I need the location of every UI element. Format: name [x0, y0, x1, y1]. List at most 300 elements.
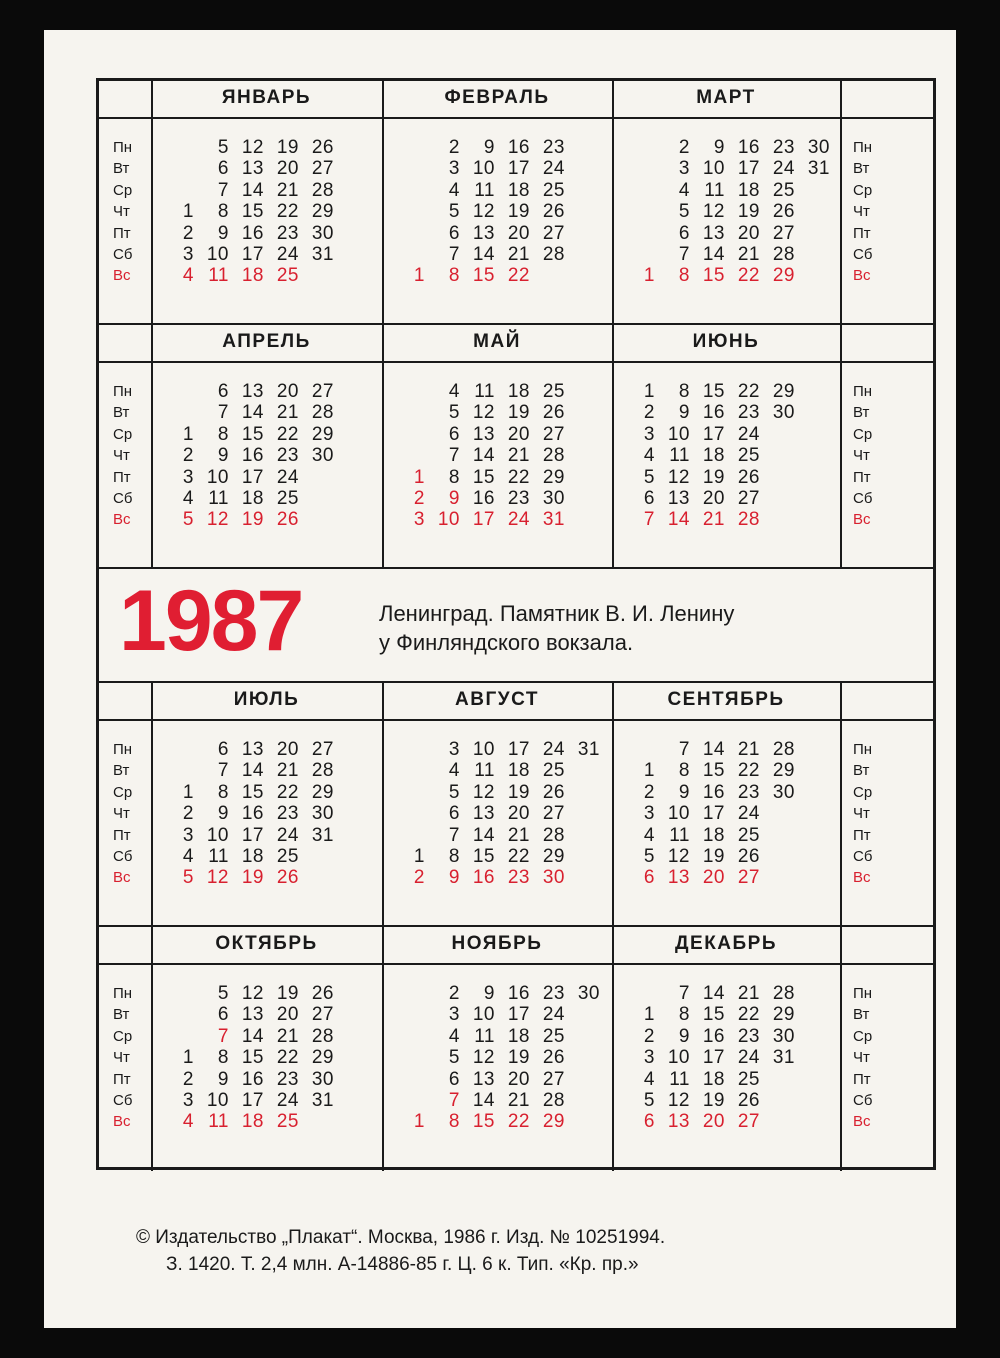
weekday-label: Вт — [113, 404, 130, 422]
weekday-row — [159, 782, 334, 803]
day-cell: 25 — [276, 265, 299, 287]
quarter-row — [99, 683, 933, 927]
day-cell: 22 — [737, 381, 760, 402]
day-cell: 10 — [472, 1004, 495, 1026]
day-cell: 24 — [542, 158, 565, 180]
caption-line-1: Ленинград. Памятник В. И. Ленину — [379, 601, 735, 626]
month-name: СЕНТЯБРЬ — [667, 689, 785, 710]
day-cell: 5 — [643, 466, 655, 488]
day-cell: 27 — [737, 1111, 760, 1133]
day-cell: 22 — [507, 846, 530, 868]
weekday-label: Чт — [113, 1049, 130, 1067]
weekday-row — [620, 381, 795, 402]
day-cell — [620, 180, 655, 201]
weekday-label: Вт — [853, 762, 870, 780]
day-cell: 16 — [241, 1068, 264, 1090]
quarter-row — [99, 325, 933, 569]
day-cell — [159, 760, 194, 781]
day-cell — [390, 201, 425, 222]
day-cell: 29 — [772, 760, 795, 782]
day-cell: 11 — [669, 824, 690, 846]
weekday-row — [390, 1047, 600, 1068]
day-cell: 21 — [702, 509, 725, 531]
column-divider — [151, 325, 153, 569]
day-cell: 10 — [206, 824, 229, 846]
weekday-row — [390, 825, 600, 846]
weekday-row — [620, 803, 795, 824]
weekday-row — [390, 509, 565, 530]
day-cell: 20 — [702, 488, 725, 510]
day-cell: 29 — [311, 201, 334, 223]
month-name: МАРТ — [696, 87, 756, 108]
day-cell: 8 — [217, 201, 229, 223]
day-cell: 25 — [737, 445, 760, 467]
day-cell: 23 — [737, 402, 760, 424]
day-cell: 7 — [448, 1090, 460, 1112]
day-cell: 13 — [241, 739, 264, 760]
weekday-label: Пт — [853, 224, 871, 242]
day-cell: 27 — [737, 488, 760, 510]
day-cell — [795, 244, 830, 265]
day-cell: 1 — [182, 423, 194, 445]
weekday-row — [620, 1047, 795, 1068]
column-divider — [151, 81, 153, 325]
day-cell: 11 — [474, 381, 495, 402]
month-days-table — [620, 983, 795, 1133]
day-cell: 14 — [472, 445, 495, 467]
day-cell: 19 — [737, 201, 760, 223]
day-cell: 24 — [507, 509, 530, 531]
weekday-row — [159, 488, 334, 509]
day-cell: 30 — [311, 445, 334, 467]
day-cell: 14 — [241, 1025, 264, 1047]
day-cell: 7 — [643, 509, 655, 531]
day-cell: 17 — [241, 1090, 264, 1112]
day-cell — [390, 803, 425, 824]
weekday-row — [390, 467, 565, 488]
day-cell: 30 — [542, 867, 565, 889]
day-cell: 20 — [276, 158, 299, 180]
column-divider — [151, 683, 153, 927]
day-cell: 11 — [208, 1111, 229, 1133]
day-cell: 22 — [276, 1047, 299, 1069]
day-cell: 26 — [542, 402, 565, 424]
weekday-row — [620, 244, 830, 265]
day-cell: 14 — [702, 983, 725, 1004]
weekday-label: Чт — [113, 203, 130, 221]
day-cell: 27 — [542, 423, 565, 445]
day-cell: 16 — [702, 1025, 725, 1047]
day-cell: 3 — [448, 739, 460, 760]
weekday-row — [620, 739, 795, 760]
day-cell: 7 — [678, 739, 690, 760]
day-cell: 10 — [472, 739, 495, 760]
day-cell: 24 — [276, 824, 299, 846]
day-cell: 20 — [276, 1004, 299, 1026]
day-cell — [390, 158, 425, 179]
day-cell: 12 — [667, 846, 690, 868]
month-name: ИЮНЬ — [692, 331, 760, 352]
day-cell: 28 — [737, 509, 760, 531]
day-cell: 24 — [276, 244, 299, 266]
column-divider — [382, 81, 384, 325]
weekday-label: Пн — [853, 139, 873, 156]
day-cell — [565, 782, 600, 803]
day-cell — [620, 223, 655, 244]
weekday-row — [620, 445, 795, 466]
day-cell: 12 — [472, 781, 495, 803]
weekday-label: Чт — [113, 805, 130, 823]
day-cell: 28 — [311, 1025, 334, 1047]
day-cell — [299, 488, 334, 509]
weekday-label: Вс — [113, 1113, 131, 1131]
day-cell: 21 — [276, 402, 299, 424]
day-cell: 9 — [217, 1068, 229, 1090]
day-cell: 18 — [507, 760, 530, 782]
day-cell: 24 — [737, 803, 760, 825]
day-cell: 3 — [182, 466, 194, 488]
month-name: ИЮЛЬ — [233, 689, 300, 710]
day-cell: 8 — [678, 381, 690, 402]
day-cell: 25 — [772, 179, 795, 201]
day-cell: 5 — [448, 402, 460, 424]
day-cell: 27 — [542, 1068, 565, 1090]
column-divider — [382, 927, 384, 1171]
weekday-labels-right — [853, 739, 872, 889]
day-cell: 4 — [182, 846, 194, 868]
day-cell: 17 — [702, 1047, 725, 1069]
weekday-label: Пн — [113, 139, 133, 156]
day-cell: 2 — [182, 803, 194, 825]
day-cell: 7 — [678, 244, 690, 266]
day-cell: 9 — [713, 137, 725, 158]
day-cell: 1 — [643, 1004, 655, 1026]
day-cell: 23 — [276, 1068, 299, 1090]
weekday-labels-right — [853, 983, 872, 1133]
day-cell: 19 — [276, 137, 299, 158]
header-divider — [99, 719, 933, 721]
day-cell: 6 — [448, 1068, 460, 1090]
day-cell: 7 — [217, 760, 229, 782]
day-cell: 1 — [643, 381, 655, 402]
day-cell: 19 — [241, 509, 264, 531]
calendar-card — [44, 30, 956, 1328]
day-cell: 30 — [577, 983, 600, 1004]
imprint-line-2: З. 1420. Т. 2,4 млн. А-14886-85 г. Ц. 6 к. Тип. «Кр. пр.» — [166, 1254, 639, 1275]
day-cell: 27 — [311, 739, 334, 760]
weekday-row — [620, 825, 795, 846]
day-cell: 12 — [472, 1047, 495, 1069]
month-name: МАЙ — [473, 331, 521, 352]
day-cell: 14 — [241, 179, 264, 201]
day-cell: 25 — [542, 1025, 565, 1047]
weekday-row — [159, 739, 334, 760]
day-cell — [760, 424, 795, 445]
day-cell: 13 — [472, 222, 495, 244]
month-days-table — [159, 381, 334, 531]
day-cell: 1 — [413, 1111, 425, 1133]
day-cell: 6 — [217, 381, 229, 402]
day-cell — [390, 137, 425, 158]
day-cell: 1 — [413, 846, 425, 868]
day-cell: 9 — [448, 867, 460, 889]
day-cell: 26 — [737, 1090, 760, 1112]
day-cell: 13 — [667, 488, 690, 510]
day-cell: 30 — [311, 803, 334, 825]
day-cell: 6 — [643, 867, 655, 889]
day-cell: 31 — [311, 1090, 334, 1112]
weekday-label: Пн — [853, 741, 873, 758]
day-cell: 19 — [507, 1047, 530, 1069]
day-cell: 13 — [472, 423, 495, 445]
day-cell: 10 — [206, 466, 229, 488]
month-days-table — [620, 381, 795, 531]
day-cell: 12 — [667, 466, 690, 488]
day-cell: 22 — [276, 201, 299, 223]
day-cell: 29 — [542, 846, 565, 868]
day-cell: 8 — [217, 781, 229, 803]
day-cell: 25 — [542, 381, 565, 402]
month-days-table — [390, 983, 600, 1133]
day-cell: 4 — [678, 179, 690, 201]
day-cell: 28 — [542, 824, 565, 846]
weekday-row — [159, 867, 334, 888]
day-cell: 17 — [507, 739, 530, 760]
weekday-row — [159, 158, 334, 179]
day-cell: 19 — [507, 402, 530, 424]
day-cell: 4 — [182, 488, 194, 510]
day-cell: 21 — [276, 179, 299, 201]
day-cell — [159, 402, 194, 423]
day-cell — [390, 445, 425, 466]
day-cell: 12 — [206, 867, 229, 889]
day-cell: 14 — [472, 824, 495, 846]
weekday-label: Вс — [853, 1113, 871, 1131]
weekday-row — [390, 867, 600, 888]
header-divider — [99, 361, 933, 363]
day-cell — [390, 1090, 425, 1111]
month-days-table — [159, 983, 334, 1133]
day-cell: 9 — [448, 488, 460, 510]
day-cell: 27 — [311, 158, 334, 180]
day-cell: 4 — [448, 179, 460, 201]
month-days-table — [620, 739, 795, 889]
day-cell: 29 — [311, 1047, 334, 1069]
day-cell: 4 — [448, 760, 460, 782]
day-cell: 17 — [737, 158, 760, 180]
day-cell: 1 — [643, 265, 655, 287]
day-cell — [795, 265, 830, 286]
day-cell: 23 — [542, 983, 565, 1004]
day-cell: 20 — [507, 803, 530, 825]
day-cell — [299, 509, 334, 530]
weekday-row — [620, 424, 795, 445]
day-cell: 7 — [217, 402, 229, 424]
day-cell: 28 — [542, 244, 565, 266]
weekday-label: Пт — [853, 468, 871, 486]
day-cell: 24 — [276, 1090, 299, 1112]
month-name: АВГУСТ — [455, 689, 539, 710]
day-cell — [299, 265, 334, 286]
weekday-label: Вт — [113, 1006, 130, 1024]
weekday-row — [390, 1090, 600, 1111]
day-cell: 11 — [208, 265, 229, 287]
day-cell: 1 — [643, 760, 655, 782]
month-name: АПРЕЛЬ — [222, 331, 311, 352]
column-divider — [840, 325, 842, 569]
day-cell: 14 — [472, 1090, 495, 1112]
month-name: ФЕВРАЛЬ — [444, 87, 550, 108]
day-cell — [760, 846, 795, 867]
day-cell — [565, 1090, 600, 1111]
weekday-row — [159, 180, 334, 201]
day-cell: 19 — [276, 983, 299, 1004]
weekday-row — [390, 381, 565, 402]
day-cell: 21 — [276, 1025, 299, 1047]
day-cell: 20 — [276, 739, 299, 760]
weekday-label: Пт — [113, 224, 131, 242]
day-cell: 26 — [542, 781, 565, 803]
day-cell: 16 — [702, 781, 725, 803]
day-cell: 17 — [702, 423, 725, 445]
day-cell: 10 — [472, 158, 495, 180]
day-cell: 19 — [507, 201, 530, 223]
day-cell: 15 — [472, 466, 495, 488]
day-cell: 12 — [241, 137, 264, 158]
day-cell: 10 — [667, 1047, 690, 1069]
day-cell — [390, 381, 425, 402]
day-cell: 12 — [667, 1090, 690, 1112]
calendar-grid — [96, 78, 936, 1170]
weekday-label: Пт — [113, 826, 131, 844]
day-cell: 23 — [737, 781, 760, 803]
photo-caption — [379, 599, 734, 657]
column-divider — [151, 927, 153, 1171]
day-cell: 17 — [702, 803, 725, 825]
day-cell — [760, 825, 795, 846]
weekday-row — [390, 782, 600, 803]
day-cell: 8 — [678, 265, 690, 287]
day-cell: 22 — [507, 265, 530, 287]
day-cell: 2 — [643, 781, 655, 803]
day-cell: 17 — [241, 824, 264, 846]
day-cell — [159, 158, 194, 179]
day-cell: 7 — [217, 1025, 229, 1047]
day-cell: 24 — [542, 739, 565, 760]
weekday-row — [159, 424, 334, 445]
day-cell: 2 — [182, 222, 194, 244]
publisher-imprint — [136, 1224, 665, 1278]
day-cell: 2 — [182, 445, 194, 467]
day-cell: 6 — [448, 423, 460, 445]
year-title: 1987 — [119, 573, 303, 669]
day-cell: 15 — [241, 781, 264, 803]
day-cell — [390, 424, 425, 445]
weekday-label: Вс — [853, 869, 871, 887]
day-cell — [299, 467, 334, 488]
day-cell: 6 — [217, 158, 229, 180]
day-cell — [760, 1090, 795, 1111]
weekday-row — [620, 1111, 795, 1132]
day-cell: 11 — [474, 1025, 495, 1047]
day-cell: 1 — [182, 201, 194, 223]
day-cell: 21 — [507, 244, 530, 266]
day-cell: 3 — [643, 803, 655, 825]
weekday-label: Чт — [113, 447, 130, 465]
day-cell — [159, 180, 194, 201]
weekday-row — [390, 1069, 600, 1090]
imprint-line-1: © Издательство „Плакат“. Москва, 1986 г. Изд. № 10251994. — [136, 1227, 666, 1248]
weekday-labels-left — [113, 739, 132, 889]
day-cell: 13 — [667, 867, 690, 889]
row-divider — [99, 323, 933, 325]
day-cell: 22 — [507, 1111, 530, 1133]
day-cell: 18 — [241, 1111, 264, 1133]
day-cell: 15 — [241, 423, 264, 445]
day-cell: 15 — [702, 760, 725, 782]
day-cell: 19 — [507, 781, 530, 803]
day-cell: 23 — [276, 445, 299, 467]
day-cell: 28 — [542, 445, 565, 467]
column-divider — [612, 683, 614, 927]
day-cell: 16 — [737, 137, 760, 158]
day-cell: 26 — [311, 137, 334, 158]
weekday-label: Пт — [853, 1070, 871, 1088]
weekday-row — [390, 265, 565, 286]
day-cell: 30 — [311, 1068, 334, 1090]
weekday-row — [390, 201, 565, 222]
day-cell — [390, 825, 425, 846]
day-cell — [159, 381, 194, 402]
weekday-labels-left — [113, 983, 132, 1133]
day-cell — [795, 180, 830, 201]
day-cell: 12 — [702, 201, 725, 223]
day-cell: 29 — [542, 1111, 565, 1133]
day-cell: 5 — [217, 983, 229, 1004]
month-days-table — [390, 137, 565, 287]
day-cell: 31 — [311, 244, 334, 266]
day-cell: 26 — [276, 867, 299, 889]
day-cell: 4 — [643, 824, 655, 846]
day-cell — [159, 1004, 194, 1025]
weekday-row — [390, 1004, 600, 1025]
day-cell: 31 — [311, 824, 334, 846]
header-divider — [99, 117, 933, 119]
weekday-label: Пн — [113, 985, 133, 1002]
weekday-label: Пн — [113, 383, 133, 400]
weekday-row — [159, 244, 334, 265]
day-cell: 3 — [448, 158, 460, 180]
weekday-row — [390, 244, 565, 265]
weekday-row — [159, 445, 334, 466]
day-cell — [760, 1111, 795, 1132]
day-cell: 18 — [241, 488, 264, 510]
day-cell: 10 — [437, 509, 460, 531]
weekday-row — [390, 488, 565, 509]
day-cell — [565, 825, 600, 846]
day-cell — [390, 402, 425, 423]
day-cell — [390, 1004, 425, 1025]
day-cell: 22 — [276, 781, 299, 803]
day-cell: 24 — [737, 423, 760, 445]
weekday-label: Вт — [853, 404, 870, 422]
day-cell: 23 — [772, 137, 795, 158]
day-cell: 9 — [678, 402, 690, 424]
day-cell: 6 — [217, 1004, 229, 1026]
day-cell: 11 — [704, 179, 725, 201]
day-cell: 29 — [311, 781, 334, 803]
day-cell: 1 — [413, 265, 425, 287]
